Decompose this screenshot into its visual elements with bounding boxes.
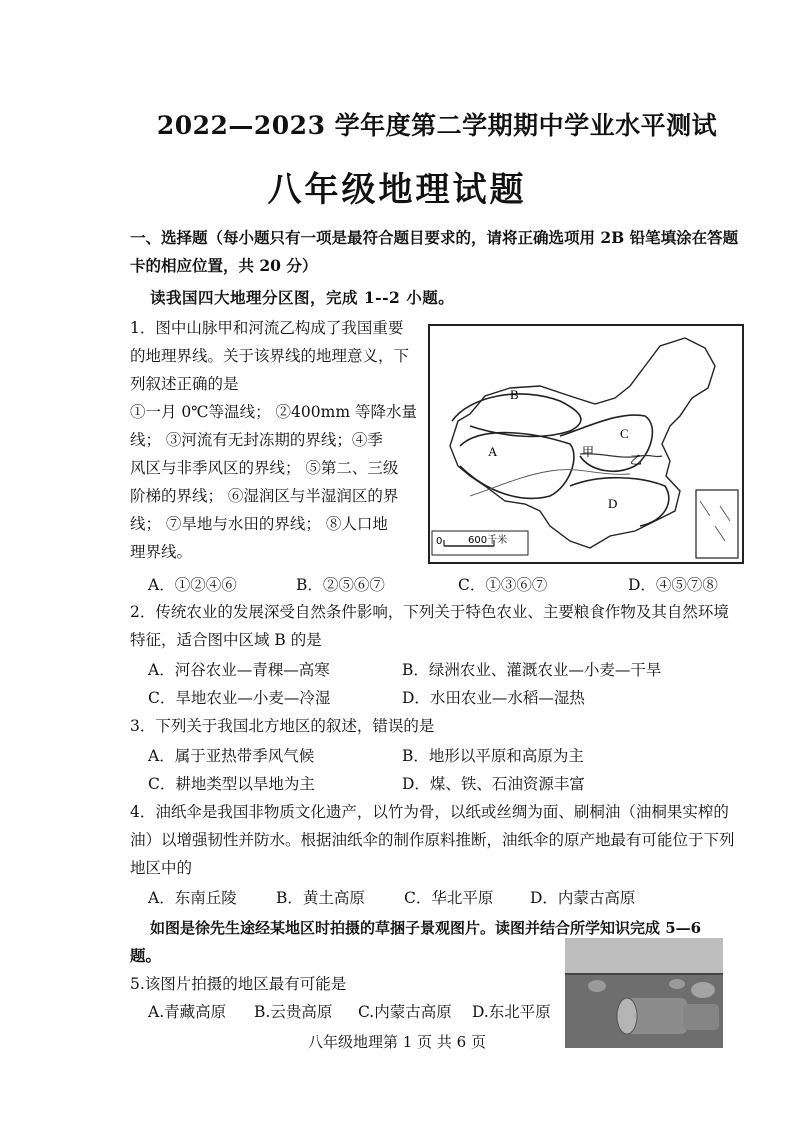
- q1-line: 1．图中山脉甲和河流乙构成了我国重要: [130, 319, 404, 337]
- page-subtitle: 八年级地理试题: [267, 170, 527, 210]
- scale-label: 600千米: [468, 535, 508, 546]
- q1-line: 线； ③河流有无封冻期的界线；④季: [130, 431, 383, 449]
- hay-bale-large-2: [683, 1004, 719, 1030]
- q1-line: ①一月 0℃等温线； ②400mm 等降水量: [130, 403, 417, 421]
- q3-option-a: A．属于亚热带季风气候: [148, 747, 315, 765]
- page-footer: 八年级地理第 1 页 共 6 页: [308, 1033, 486, 1051]
- inset-islands: [700, 501, 730, 541]
- map-label-a: A: [488, 444, 498, 459]
- q1-line: 风区与非季风区的界线； ⑤第二、三级: [130, 459, 399, 477]
- q1-line: 列叙述正确的是: [130, 375, 239, 393]
- q2-option-d: D．水田农业—水稻—湿热: [402, 689, 585, 707]
- q5-option-b: B.云贵高原: [254, 1003, 333, 1021]
- question-4-line3: 地区中的: [130, 859, 193, 877]
- map-label-yi: 乙: [630, 453, 643, 467]
- q1-option-c: C．①③⑥⑦: [458, 576, 548, 594]
- q1-option-d: D．④⑤⑦⑧: [628, 576, 718, 594]
- china-regions-map: [428, 324, 744, 564]
- q1-option-a: A．①②④⑥: [148, 576, 237, 594]
- q3-option-c: C．耕地类型以旱地为主: [148, 775, 315, 793]
- map-svg: [430, 326, 742, 562]
- q1-line: 的地理界线。关于该界线的地理意义，下: [130, 347, 410, 365]
- q4-option-b: B．黄土高原: [276, 889, 365, 907]
- hay-bale-small: [588, 980, 606, 992]
- question-3-line1: 3．下列关于我国北方地区的叙述，错误的是: [130, 717, 435, 735]
- region-boundary-a: [460, 433, 574, 499]
- q4-option-d: D．内蒙古高原: [530, 889, 636, 907]
- q5-option-d: D.东北平原: [472, 1003, 551, 1021]
- q2-option-a: A．河谷农业—青稞—高寒: [148, 661, 330, 679]
- question-4-line2: 油）以增强韧性并防水。根据油纸伞的制作原料推断，油纸伞的原产地最有可能位于下列: [130, 831, 735, 849]
- section-heading-line1: 一、选择题（每小题只有一项是最符合题目要求的，请将正确选项用 2B 铅笔填涂在答题: [130, 228, 739, 247]
- hay-bale-medium: [691, 982, 715, 998]
- q1-option-b: B．②⑤⑥⑦: [296, 576, 385, 594]
- map-label-c: C: [620, 426, 629, 441]
- question-5-line1: 5.该图片拍摄的地区最有可能是: [130, 975, 347, 993]
- section2-intro-line1: 如图是徐先生途经某地区时拍摄的草捆子景观图片。读图并结合所学知识完成 5—6: [150, 919, 702, 937]
- q4-option-c: C．华北平原: [404, 889, 494, 907]
- hay-bale-small: [669, 979, 685, 989]
- map-label-d: D: [608, 496, 618, 511]
- section2-intro-line2: 题。: [130, 946, 162, 965]
- q4-option-a: A．东南丘陵: [148, 889, 237, 907]
- q1-line: 线； ⑦旱地与水田的界线； ⑧人口地: [130, 515, 388, 533]
- question-1-text: [130, 314, 417, 566]
- map-label-b: B: [510, 387, 519, 402]
- region-boundary-d: [570, 478, 669, 526]
- question-2-line2: 特征，适合图中区域 B 的是: [130, 631, 322, 649]
- q5-option-c: C.内蒙古高原: [358, 1003, 452, 1021]
- scale-zero: 0: [436, 536, 443, 547]
- question-2-line1: 2．传统农业的发展深受自然条件影响，下列关于特色农业、主要粮食作物及其自然环境: [130, 603, 729, 621]
- section-heading-line2: 卡的相应位置，共 20 分）: [130, 256, 318, 275]
- q1-line: 阶梯的界线； ⑥湿润区与半湿润区的界: [130, 487, 399, 505]
- q3-option-d: D．煤、铁、石油资源丰富: [402, 775, 585, 793]
- question-4-line1: 4．油纸伞是我国非物质文化遗产，以竹为骨，以纸或丝绸为面、刷桐油（油桐果实榨的: [130, 803, 729, 821]
- map-intro: 读我国四大地理分区图，完成 1--2 小题。: [150, 288, 455, 307]
- page-title: 2022—2023 学年度第二学期期中学业水平测试: [156, 111, 718, 140]
- q1-line: 理界线。: [130, 543, 193, 561]
- q2-option-b: B．绿洲农业、灌溉农业—小麦—干旱: [402, 661, 662, 679]
- country-outline: [450, 338, 715, 548]
- map-label-jia: 甲: [582, 445, 595, 459]
- q2-option-c: C．旱地农业—小麦—冷湿: [148, 689, 331, 707]
- q3-option-b: B．地形以平原和高原为主: [402, 747, 584, 765]
- q5-option-a: A.青藏高原: [148, 1003, 227, 1021]
- south-china-sea-inset: [696, 490, 738, 558]
- photo-sky: [565, 938, 723, 974]
